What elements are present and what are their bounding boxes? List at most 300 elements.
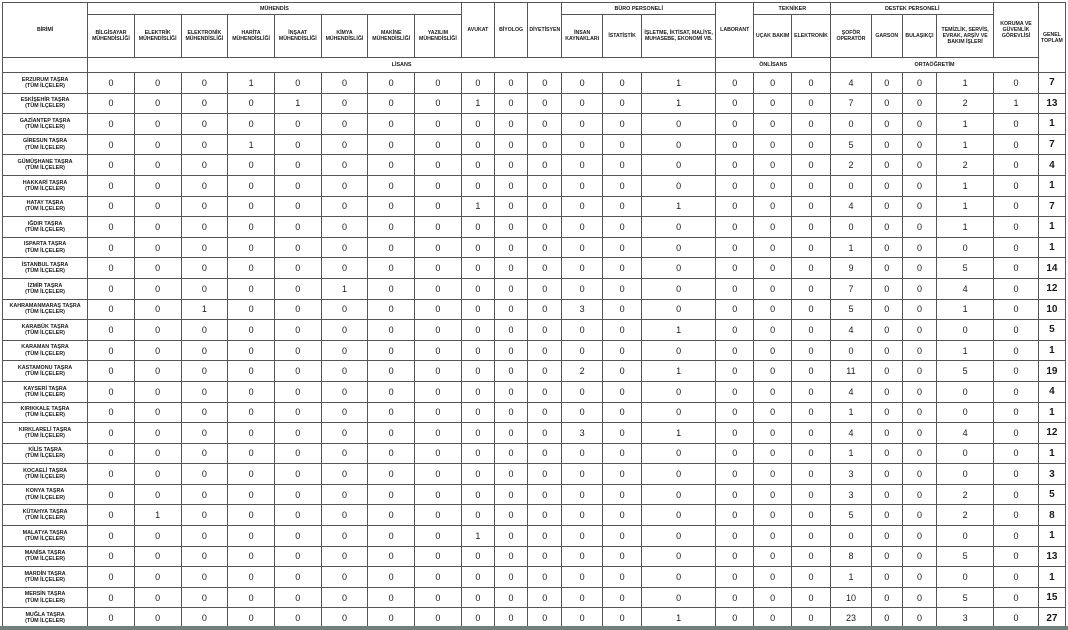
row-total-cell: 7 — [1038, 196, 1065, 217]
row-value-cell: 0 — [461, 340, 494, 361]
table-row — [3, 526, 1066, 547]
row-unit-line2: (TÜM İLÇELER) — [25, 535, 65, 542]
row-value-cell: 0 — [716, 237, 754, 258]
table-row — [3, 505, 1066, 526]
row-value-cell: 0 — [321, 484, 368, 505]
table-row — [3, 134, 1066, 155]
row-value-cell: 0 — [274, 196, 321, 217]
row-value-cell: 0 — [321, 567, 368, 588]
row-value-cell: 0 — [871, 320, 902, 341]
row-value-cell: 0 — [494, 73, 527, 94]
table-row — [3, 443, 1066, 464]
row-value-cell: 0 — [754, 175, 791, 196]
row-value-cell: 0 — [602, 320, 641, 341]
row-total-cell: 1 — [1038, 175, 1065, 196]
row-value-cell: 0 — [134, 73, 181, 94]
row-value-cell: 0 — [994, 340, 1039, 361]
row-value-cell: 0 — [494, 155, 527, 176]
row-value-cell: 0 — [871, 340, 902, 361]
row-value-cell: 0 — [791, 526, 830, 547]
row-value-cell: 0 — [274, 608, 321, 629]
row-unit-name — [3, 175, 88, 196]
header-genel-toplam: GENEL TOPLAM — [1038, 3, 1065, 73]
row-value-cell: 0 — [871, 196, 902, 217]
row-unit-line2: (TÜM İLÇELER) — [25, 103, 65, 110]
table-row — [3, 464, 1066, 485]
row-value-cell: 0 — [415, 608, 462, 629]
row-value-cell: 0 — [902, 258, 936, 279]
row-total-cell: 14 — [1038, 258, 1065, 279]
row-value-cell: 0 — [902, 567, 936, 588]
row-value-cell: 0 — [602, 237, 641, 258]
row-value-cell: 0 — [134, 587, 181, 608]
row-value-cell: 1 — [994, 93, 1039, 114]
row-value-cell: 1 — [228, 73, 275, 94]
row-value-cell: 0 — [228, 443, 275, 464]
row-total-cell: 5 — [1038, 320, 1065, 341]
row-unit-line1: İSTANBUL TAŞRA — [21, 261, 69, 268]
row-value-cell: 0 — [562, 155, 602, 176]
row-value-cell: 0 — [602, 608, 641, 629]
row-value-cell: 0 — [181, 587, 228, 608]
row-value-cell: 1 — [937, 299, 994, 320]
row-unit-line1: KARABÜK TAŞRA — [21, 323, 69, 330]
row-total-cell: 1 — [1038, 567, 1065, 588]
row-value-cell: 0 — [88, 608, 135, 629]
row-value-cell: 0 — [494, 217, 527, 238]
row-value-cell: 0 — [228, 608, 275, 629]
row-value-cell: 1 — [831, 402, 871, 423]
row-unit-name — [3, 93, 88, 114]
row-value-cell: 0 — [871, 567, 902, 588]
row-value-cell: 0 — [562, 546, 602, 567]
row-value-cell: 0 — [368, 155, 415, 176]
row-value-cell: 0 — [134, 340, 181, 361]
row-value-cell: 0 — [716, 340, 754, 361]
row-value-cell: 0 — [642, 217, 716, 238]
staffing-table — [2, 2, 1066, 629]
row-unit-line1: KIRKLARELİ TAŞRA — [18, 426, 72, 433]
row-value-cell: 0 — [791, 443, 830, 464]
row-value-cell: 0 — [754, 278, 791, 299]
row-value-cell: 0 — [602, 196, 641, 217]
row-unit-line1: KASTAMONU TAŞRA — [17, 364, 73, 371]
row-value-cell: 0 — [461, 608, 494, 629]
header-group-tekniker: TEKNİKER — [754, 3, 831, 15]
row-unit-line2: (TÜM İLÇELER) — [25, 288, 65, 295]
table-row — [3, 93, 1066, 114]
row-unit-line1: ISPARTA TAŞRA — [23, 241, 67, 248]
row-value-cell: 2 — [937, 93, 994, 114]
row-unit-line1: KİLİS TAŞRA — [28, 447, 62, 454]
row-value-cell: 0 — [415, 402, 462, 423]
header-isletme: İŞLETME, İKTİSAT, MALİYE, MUHASEBE, EKONOMİ VB. — [642, 15, 716, 58]
row-value-cell: 0 — [88, 299, 135, 320]
row-value-cell: 0 — [321, 237, 368, 258]
row-total-cell: 12 — [1038, 278, 1065, 299]
row-unit-line2: (TÜM İLÇELER) — [25, 247, 65, 254]
row-unit-name — [3, 381, 88, 402]
row-value-cell: 0 — [134, 278, 181, 299]
row-value-cell: 0 — [642, 237, 716, 258]
row-value-cell: 0 — [134, 464, 181, 485]
row-value-cell: 0 — [902, 443, 936, 464]
row-value-cell: 1 — [937, 196, 994, 217]
row-value-cell: 0 — [461, 258, 494, 279]
row-value-cell: 0 — [321, 93, 368, 114]
row-unit-line1: MUĞLA TAŞRA — [25, 612, 65, 619]
row-value-cell: 0 — [642, 546, 716, 567]
row-unit-line2: (TÜM İLÇELER) — [25, 577, 65, 584]
row-value-cell: 0 — [228, 340, 275, 361]
row-value-cell: 0 — [368, 402, 415, 423]
row-value-cell: 0 — [528, 278, 562, 299]
row-value-cell: 0 — [902, 526, 936, 547]
row-value-cell: 0 — [902, 155, 936, 176]
row-value-cell: 0 — [871, 505, 902, 526]
row-value-cell: 0 — [134, 526, 181, 547]
row-value-cell: 0 — [602, 73, 641, 94]
row-value-cell: 0 — [754, 608, 791, 629]
row-value-cell: 0 — [181, 217, 228, 238]
table-row — [3, 423, 1066, 444]
row-value-cell: 0 — [368, 464, 415, 485]
row-value-cell: 0 — [528, 381, 562, 402]
row-value-cell: 0 — [134, 134, 181, 155]
row-value-cell: 0 — [642, 443, 716, 464]
row-value-cell: 0 — [562, 175, 602, 196]
row-unit-line2: (TÜM İLÇELER) — [25, 391, 65, 398]
row-value-cell: 0 — [368, 443, 415, 464]
row-value-cell: 0 — [562, 381, 602, 402]
row-value-cell: 0 — [228, 237, 275, 258]
row-value-cell: 0 — [602, 423, 641, 444]
row-value-cell: 1 — [228, 134, 275, 155]
row-value-cell: 0 — [902, 175, 936, 196]
row-value-cell: 1 — [642, 93, 716, 114]
row-value-cell: 0 — [228, 402, 275, 423]
row-value-cell: 0 — [528, 320, 562, 341]
row-value-cell: 0 — [461, 546, 494, 567]
row-value-cell: 0 — [791, 587, 830, 608]
row-unit-line1: ERZURUM TAŞRA — [21, 76, 69, 83]
row-unit-name — [3, 340, 88, 361]
row-value-cell: 0 — [602, 381, 641, 402]
row-value-cell: 0 — [716, 484, 754, 505]
row-total-cell: 1 — [1038, 402, 1065, 423]
row-value-cell: 0 — [368, 278, 415, 299]
row-unit-line2: (TÜM İLÇELER) — [25, 350, 65, 357]
row-value-cell: 0 — [88, 114, 135, 135]
row-unit-line1: MANİSA TAŞRA — [24, 550, 66, 557]
row-unit-line1: KAHRAMANMARAŞ TAŞRA — [9, 303, 81, 310]
table-row — [3, 237, 1066, 258]
row-value-cell: 2 — [937, 484, 994, 505]
row-value-cell: 0 — [181, 175, 228, 196]
row-value-cell: 0 — [871, 73, 902, 94]
row-value-cell: 0 — [528, 361, 562, 382]
row-value-cell: 0 — [994, 546, 1039, 567]
row-value-cell: 0 — [871, 155, 902, 176]
row-value-cell: 0 — [642, 381, 716, 402]
row-value-cell: 0 — [791, 278, 830, 299]
row-value-cell: 0 — [562, 258, 602, 279]
row-value-cell: 0 — [994, 381, 1039, 402]
row-value-cell: 0 — [562, 196, 602, 217]
row-value-cell: 0 — [902, 340, 936, 361]
row-value-cell: 0 — [562, 484, 602, 505]
header-temizlik: TEMİZLİK, SERVİS, EVRAK, ARŞİV VE BAKIM İŞLERİ — [937, 15, 994, 58]
row-value-cell: 0 — [642, 526, 716, 547]
row-unit-name — [3, 258, 88, 279]
row-value-cell: 0 — [321, 464, 368, 485]
row-value-cell: 0 — [368, 608, 415, 629]
row-value-cell: 0 — [902, 587, 936, 608]
row-value-cell: 0 — [602, 505, 641, 526]
row-value-cell: 0 — [871, 278, 902, 299]
table-row — [3, 258, 1066, 279]
row-value-cell: 0 — [181, 567, 228, 588]
row-value-cell: 0 — [88, 217, 135, 238]
row-value-cell: 0 — [754, 381, 791, 402]
row-value-cell: 0 — [716, 402, 754, 423]
row-unit-name — [3, 443, 88, 464]
table-row — [3, 361, 1066, 382]
row-value-cell: 0 — [274, 587, 321, 608]
row-value-cell: 0 — [716, 526, 754, 547]
row-value-cell: 0 — [642, 278, 716, 299]
row-value-cell: 0 — [228, 258, 275, 279]
row-value-cell: 0 — [494, 567, 527, 588]
row-value-cell: 0 — [321, 505, 368, 526]
row-value-cell: 0 — [88, 320, 135, 341]
row-value-cell: 0 — [791, 299, 830, 320]
row-value-cell: 0 — [181, 134, 228, 155]
row-value-cell: 0 — [754, 155, 791, 176]
row-value-cell: 0 — [181, 155, 228, 176]
row-value-cell: 3 — [562, 299, 602, 320]
row-value-cell: 0 — [415, 567, 462, 588]
row-value-cell: 0 — [274, 299, 321, 320]
row-value-cell: 0 — [871, 402, 902, 423]
row-unit-line1: KONYA TAŞRA — [25, 488, 65, 495]
row-value-cell: 0 — [461, 484, 494, 505]
row-value-cell: 0 — [274, 423, 321, 444]
row-value-cell: 0 — [754, 73, 791, 94]
row-value-cell: 0 — [562, 237, 602, 258]
row-value-cell: 0 — [994, 217, 1039, 238]
row-unit-line1: MERSİN TAŞRA — [24, 591, 66, 598]
row-value-cell: 0 — [274, 361, 321, 382]
row-value-cell: 0 — [791, 320, 830, 341]
row-value-cell: 0 — [528, 196, 562, 217]
row-value-cell: 0 — [228, 361, 275, 382]
row-value-cell: 0 — [716, 114, 754, 135]
row-unit-line1: HATAY TAŞRA — [26, 200, 64, 207]
row-value-cell: 0 — [88, 278, 135, 299]
row-value-cell: 0 — [415, 155, 462, 176]
row-value-cell: 0 — [228, 196, 275, 217]
row-value-cell: 0 — [562, 464, 602, 485]
row-value-cell: 0 — [528, 464, 562, 485]
row-value-cell: 0 — [415, 526, 462, 547]
row-total-cell: 1 — [1038, 340, 1065, 361]
row-unit-line2: (TÜM İLÇELER) — [25, 371, 65, 378]
row-value-cell: 0 — [902, 361, 936, 382]
row-value-cell: 0 — [368, 237, 415, 258]
row-total-cell: 4 — [1038, 381, 1065, 402]
table-row — [3, 175, 1066, 196]
row-value-cell: 4 — [937, 278, 994, 299]
row-value-cell: 0 — [754, 464, 791, 485]
row-value-cell: 0 — [562, 608, 602, 629]
row-value-cell: 0 — [415, 443, 462, 464]
table-row — [3, 73, 1066, 94]
row-value-cell: 0 — [494, 546, 527, 567]
row-value-cell: 0 — [716, 299, 754, 320]
row-value-cell: 0 — [528, 546, 562, 567]
row-value-cell: 2 — [937, 155, 994, 176]
row-value-cell: 0 — [791, 381, 830, 402]
row-value-cell: 0 — [415, 114, 462, 135]
row-value-cell: 0 — [528, 93, 562, 114]
row-value-cell: 0 — [902, 484, 936, 505]
row-unit-line1: MARDİN TAŞRA — [24, 570, 66, 577]
row-value-cell: 1 — [937, 134, 994, 155]
row-value-cell: 0 — [228, 175, 275, 196]
header-kimya: KİMYA MÜHENDİSLİĞİ — [321, 15, 368, 58]
bottom-divider — [0, 626, 1068, 630]
row-value-cell: 0 — [754, 93, 791, 114]
row-value-cell: 0 — [461, 423, 494, 444]
row-value-cell: 0 — [642, 114, 716, 135]
row-value-cell: 0 — [642, 402, 716, 423]
row-value-cell: 1 — [181, 299, 228, 320]
row-value-cell: 0 — [368, 484, 415, 505]
row-value-cell: 4 — [831, 196, 871, 217]
row-value-cell: 0 — [791, 134, 830, 155]
row-value-cell: 0 — [791, 402, 830, 423]
row-value-cell: 0 — [528, 217, 562, 238]
header-biyolog: BİYOLOG — [494, 3, 527, 58]
row-unit-name — [3, 196, 88, 217]
row-value-cell: 0 — [602, 402, 641, 423]
row-value-cell: 0 — [716, 361, 754, 382]
row-value-cell: 0 — [528, 567, 562, 588]
row-value-cell: 0 — [528, 587, 562, 608]
row-unit-line1: KÜTAHYA TAŞRA — [22, 509, 68, 516]
row-value-cell: 1 — [642, 320, 716, 341]
row-value-cell: 0 — [88, 381, 135, 402]
row-value-cell: 0 — [181, 608, 228, 629]
row-value-cell: 0 — [274, 402, 321, 423]
row-value-cell: 5 — [937, 258, 994, 279]
row-value-cell: 2 — [831, 155, 871, 176]
row-value-cell: 0 — [368, 196, 415, 217]
row-value-cell: 0 — [494, 340, 527, 361]
row-value-cell: 0 — [602, 93, 641, 114]
row-value-cell: 0 — [415, 217, 462, 238]
row-value-cell: 0 — [642, 258, 716, 279]
row-value-cell: 0 — [321, 73, 368, 94]
row-value-cell: 0 — [494, 381, 527, 402]
row-value-cell: 0 — [562, 114, 602, 135]
row-value-cell: 0 — [461, 464, 494, 485]
row-value-cell: 0 — [754, 443, 791, 464]
row-value-cell: 0 — [642, 175, 716, 196]
row-unit-line2: (TÜM İLÇELER) — [25, 494, 65, 501]
row-value-cell: 0 — [602, 217, 641, 238]
row-value-cell: 0 — [562, 567, 602, 588]
row-value-cell: 0 — [461, 443, 494, 464]
row-value-cell: 0 — [754, 299, 791, 320]
row-value-cell: 7 — [831, 278, 871, 299]
row-total-cell: 1 — [1038, 443, 1065, 464]
row-value-cell: 0 — [88, 587, 135, 608]
row-value-cell: 0 — [902, 237, 936, 258]
row-value-cell: 0 — [88, 258, 135, 279]
row-total-cell: 7 — [1038, 134, 1065, 155]
row-value-cell: 0 — [602, 278, 641, 299]
row-value-cell: 0 — [871, 217, 902, 238]
row-value-cell: 0 — [368, 299, 415, 320]
row-value-cell: 0 — [88, 402, 135, 423]
row-value-cell: 0 — [994, 505, 1039, 526]
row-value-cell: 0 — [494, 196, 527, 217]
row-value-cell: 0 — [902, 464, 936, 485]
table-row — [3, 567, 1066, 588]
row-value-cell: 0 — [831, 114, 871, 135]
row-value-cell: 0 — [602, 361, 641, 382]
row-value-cell: 0 — [528, 423, 562, 444]
row-unit-line2: (TÜM İLÇELER) — [25, 432, 65, 439]
row-unit-name — [3, 402, 88, 423]
row-unit-name — [3, 114, 88, 135]
row-value-cell: 0 — [602, 526, 641, 547]
row-value-cell: 0 — [494, 237, 527, 258]
row-unit-name — [3, 217, 88, 238]
row-value-cell: 0 — [754, 196, 791, 217]
row-value-cell: 0 — [562, 93, 602, 114]
row-value-cell: 0 — [368, 114, 415, 135]
row-value-cell: 0 — [368, 73, 415, 94]
row-value-cell: 0 — [902, 423, 936, 444]
row-value-cell: 0 — [134, 608, 181, 629]
row-value-cell: 0 — [602, 340, 641, 361]
row-value-cell: 0 — [937, 464, 994, 485]
row-value-cell: 0 — [88, 175, 135, 196]
row-unit-line1: KAYSERİ TAŞRA — [23, 385, 67, 392]
row-value-cell: 0 — [791, 114, 830, 135]
row-value-cell: 0 — [415, 484, 462, 505]
row-value-cell: 0 — [791, 546, 830, 567]
row-value-cell: 0 — [902, 134, 936, 155]
row-value-cell: 0 — [415, 587, 462, 608]
row-value-cell: 0 — [134, 443, 181, 464]
table-row — [3, 114, 1066, 135]
row-unit-line2: (TÜM İLÇELER) — [25, 185, 65, 192]
row-value-cell: 0 — [134, 381, 181, 402]
row-value-cell: 0 — [88, 484, 135, 505]
row-value-cell: 0 — [602, 546, 641, 567]
row-value-cell: 0 — [791, 73, 830, 94]
row-value-cell: 0 — [415, 546, 462, 567]
row-value-cell: 0 — [88, 567, 135, 588]
row-value-cell: 0 — [274, 546, 321, 567]
row-value-cell: 3 — [562, 423, 602, 444]
row-value-cell: 5 — [937, 546, 994, 567]
row-value-cell: 0 — [791, 484, 830, 505]
